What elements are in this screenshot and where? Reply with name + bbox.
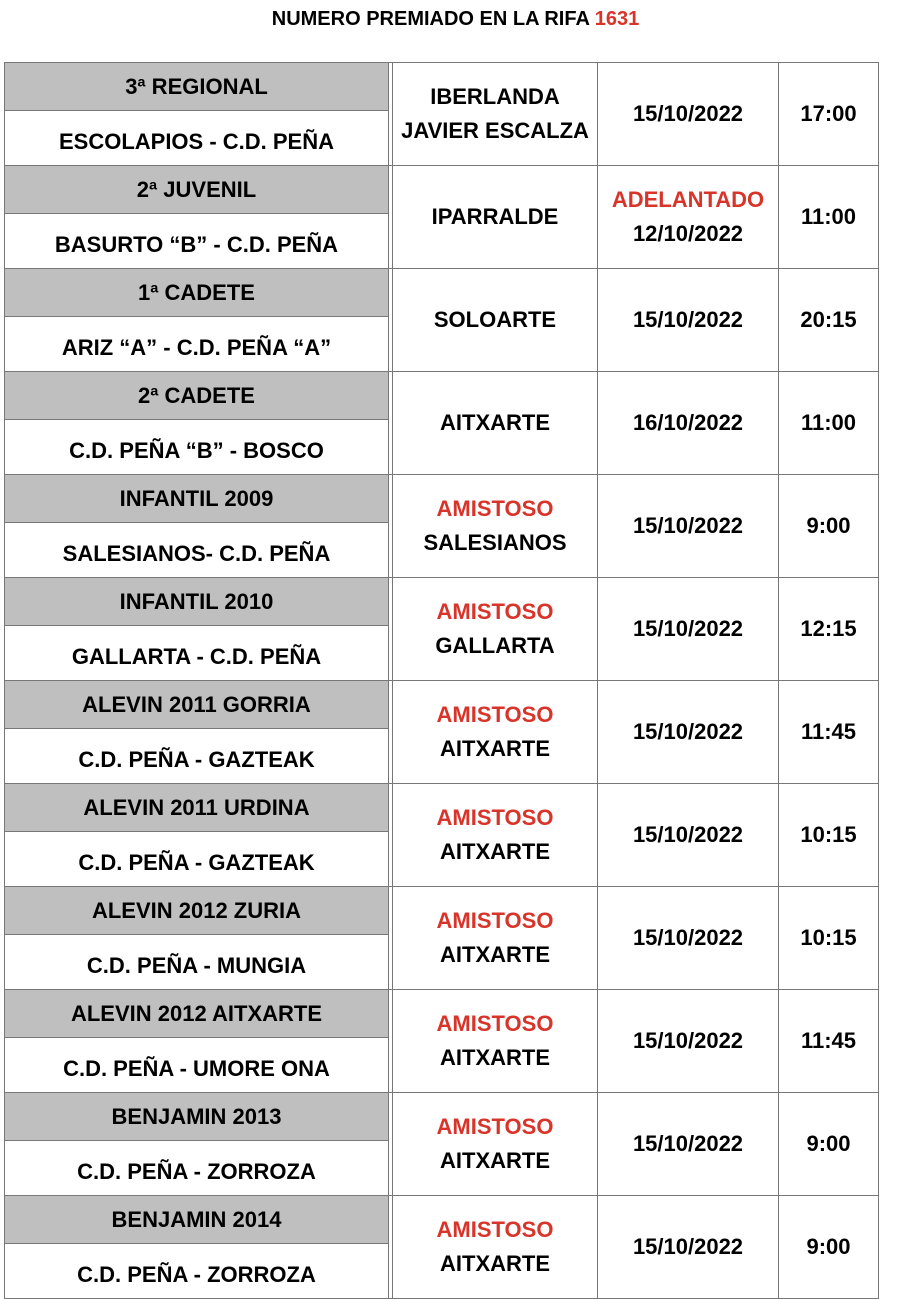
time-cell: 10:15 xyxy=(779,784,879,887)
category-cell: INFANTIL 2010 xyxy=(5,578,389,626)
location-cell xyxy=(393,269,598,372)
time-cell: 9:00 xyxy=(779,475,879,578)
date-cell xyxy=(598,63,779,166)
match-cell: C.D. PEÑA - GAZTEAK xyxy=(5,729,389,784)
location-name: AITXARTE xyxy=(440,839,550,864)
match-cell: ARIZ “A” - C.D. PEÑA “A” xyxy=(5,317,389,372)
table-row xyxy=(5,784,879,832)
time-cell: 11:45 xyxy=(779,681,879,784)
date-cell xyxy=(598,269,779,372)
location-note: AMISTOSO xyxy=(436,1217,554,1242)
location-cell xyxy=(393,578,598,681)
table-row xyxy=(5,887,879,935)
time-cell: 11:45 xyxy=(779,990,879,1093)
location-cell xyxy=(393,1093,598,1196)
location-note: AMISTOSO xyxy=(436,1011,554,1036)
time-cell: 11:00 xyxy=(779,166,879,269)
location-name: AITXARTE xyxy=(440,1148,550,1173)
location-cell xyxy=(393,63,598,166)
match-cell: C.D. PEÑA - UMORE ONA xyxy=(5,1038,389,1093)
location-cell xyxy=(393,475,598,578)
schedule-body xyxy=(5,63,879,1299)
location-note: AMISTOSO xyxy=(436,702,554,727)
date-cell xyxy=(598,681,779,784)
table-row xyxy=(5,63,879,111)
match-cell: C.D. PEÑA - ZORROZA xyxy=(5,1244,389,1299)
time-cell: 20:15 xyxy=(779,269,879,372)
category-cell: BENJAMIN 2013 xyxy=(5,1093,389,1141)
location-cell xyxy=(393,784,598,887)
time-cell: 9:00 xyxy=(779,1093,879,1196)
category-cell: ALEVIN 2012 ZURIA xyxy=(5,887,389,935)
category-cell: 3ª REGIONAL xyxy=(5,63,389,111)
date-value: 15/10/2022 xyxy=(632,822,744,847)
date-value: 15/10/2022 xyxy=(632,1131,744,1156)
match-cell: BASURTO “B” - C.D. PEÑA xyxy=(5,214,389,269)
date-cell xyxy=(598,1093,779,1196)
date-cell xyxy=(598,166,779,269)
date-value: 15/10/2022 xyxy=(632,307,744,332)
time-cell: 17:00 xyxy=(779,63,879,166)
page-title xyxy=(0,8,911,31)
location-cell xyxy=(393,681,598,784)
date-value: 12/10/2022 xyxy=(632,221,744,246)
location-note: AMISTOSO xyxy=(436,496,554,521)
time-cell: 11:00 xyxy=(779,372,879,475)
time-cell: 10:15 xyxy=(779,887,879,990)
match-cell: C.D. PEÑA - GAZTEAK xyxy=(5,832,389,887)
location-name: IBERLANDA JAVIER ESCALZA xyxy=(401,84,589,143)
raffle-number: 1631 xyxy=(594,8,640,30)
table-row xyxy=(5,269,879,317)
category-cell: INFANTIL 2009 xyxy=(5,475,389,523)
match-cell: GALLARTA - C.D. PEÑA xyxy=(5,626,389,681)
category-cell: 2ª CADETE xyxy=(5,372,389,420)
location-name: AITXARTE xyxy=(440,1045,550,1070)
location-name: AITXARTE xyxy=(440,736,550,761)
category-cell: ALEVIN 2012 AITXARTE xyxy=(5,990,389,1038)
location-name: SOLOARTE xyxy=(433,307,557,332)
date-cell xyxy=(598,887,779,990)
location-cell xyxy=(393,1196,598,1299)
location-name: AITXARTE xyxy=(440,1251,550,1276)
date-cell xyxy=(598,372,779,475)
date-value: 15/10/2022 xyxy=(632,925,744,950)
table-row xyxy=(5,372,879,420)
date-value: 15/10/2022 xyxy=(632,719,744,744)
category-cell: BENJAMIN 2014 xyxy=(5,1196,389,1244)
table-row xyxy=(5,990,879,1038)
time-cell: 12:15 xyxy=(779,578,879,681)
table-row xyxy=(5,475,879,523)
match-cell: C.D. PEÑA - MUNGIA xyxy=(5,935,389,990)
location-note: AMISTOSO xyxy=(436,599,554,624)
location-cell xyxy=(393,990,598,1093)
location-cell xyxy=(393,166,598,269)
match-cell: C.D. PEÑA - ZORROZA xyxy=(5,1141,389,1196)
date-value: 15/10/2022 xyxy=(632,1234,744,1259)
match-cell: SALESIANOS- C.D. PEÑA xyxy=(5,523,389,578)
match-cell: ESCOLAPIOS - C.D. PEÑA xyxy=(5,111,389,166)
table-row xyxy=(5,681,879,729)
date-value: 15/10/2022 xyxy=(632,513,744,538)
location-name: AITXARTE xyxy=(440,942,550,967)
date-cell xyxy=(598,784,779,887)
table-row xyxy=(5,578,879,626)
match-cell: C.D. PEÑA “B” - BOSCO xyxy=(5,420,389,475)
date-value: 15/10/2022 xyxy=(632,616,744,641)
date-value: 15/10/2022 xyxy=(632,101,744,126)
location-name: GALLARTA xyxy=(435,633,555,658)
location-note: AMISTOSO xyxy=(436,1114,554,1139)
location-note: AMISTOSO xyxy=(436,805,554,830)
table-row xyxy=(5,1196,879,1244)
location-name: IPARRALDE xyxy=(431,204,559,229)
date-note: ADELANTADO xyxy=(611,187,765,212)
time-cell: 9:00 xyxy=(779,1196,879,1299)
location-cell xyxy=(393,887,598,990)
date-cell xyxy=(598,1196,779,1299)
date-value: 15/10/2022 xyxy=(632,1028,744,1053)
category-cell: ALEVIN 2011 URDINA xyxy=(5,784,389,832)
date-cell xyxy=(598,475,779,578)
title-text: NUMERO PREMIADO EN LA RIFA xyxy=(271,8,590,30)
table-row xyxy=(5,1093,879,1141)
table-row xyxy=(5,166,879,214)
date-cell xyxy=(598,578,779,681)
location-note: AMISTOSO xyxy=(436,908,554,933)
date-value: 16/10/2022 xyxy=(632,410,744,435)
date-cell xyxy=(598,990,779,1093)
category-cell: 2ª JUVENIL xyxy=(5,166,389,214)
category-cell: ALEVIN 2011 GORRIA xyxy=(5,681,389,729)
location-name: SALESIANOS xyxy=(423,530,567,555)
location-name: AITXARTE xyxy=(440,410,550,435)
location-cell xyxy=(393,372,598,475)
schedule-table xyxy=(4,62,879,1299)
category-cell: 1ª CADETE xyxy=(5,269,389,317)
